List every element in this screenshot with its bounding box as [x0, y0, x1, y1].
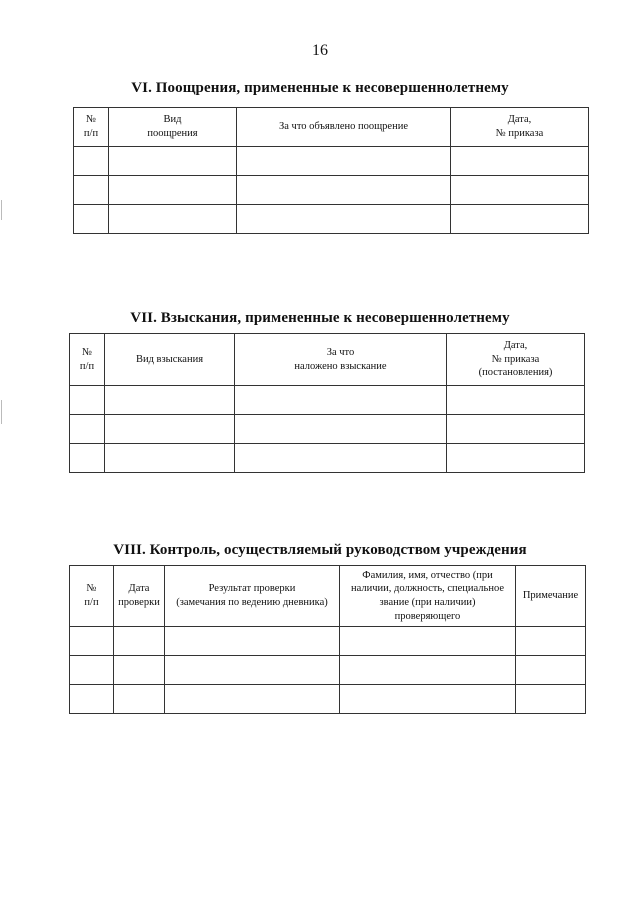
table-cell[interactable]	[165, 627, 340, 656]
scan-margin-mark	[1, 200, 2, 220]
table-cell[interactable]	[451, 147, 589, 176]
table-cell[interactable]	[340, 685, 516, 714]
table-header-row	[70, 334, 585, 386]
header-note: Примечание	[516, 566, 586, 627]
table-cell[interactable]	[237, 205, 451, 234]
table-row	[74, 205, 589, 234]
table-cell[interactable]	[516, 627, 586, 656]
table-cell[interactable]	[447, 415, 585, 444]
table-cell[interactable]	[70, 685, 114, 714]
penalties-table	[69, 333, 585, 473]
control-table	[69, 565, 586, 714]
table-cell[interactable]	[114, 685, 165, 714]
table-row	[74, 176, 589, 205]
table-cell[interactable]	[109, 176, 237, 205]
header-inspector-name: Фамилия, имя, отчество (при наличии, должность, специальное звание (при наличии) проверяющего	[340, 566, 516, 627]
header-date-order: Дата, № приказа	[451, 108, 589, 147]
table-cell[interactable]	[237, 147, 451, 176]
header-check-result: Результат проверки (замечания по ведению дневника)	[165, 566, 340, 627]
table-cell[interactable]	[105, 415, 235, 444]
header-number: № п/п	[70, 566, 114, 627]
header-number: № п/п	[74, 108, 109, 147]
table-row	[70, 415, 585, 444]
table-cell[interactable]	[237, 176, 451, 205]
section-title-rewards: VI. Поощрения, примененные к несовершеннолетнему	[131, 80, 509, 96]
table-cell[interactable]	[451, 176, 589, 205]
rewards-table	[73, 107, 589, 234]
table-header-row	[74, 108, 589, 147]
table-cell[interactable]	[340, 656, 516, 685]
header-penalty-type: Вид взыскания	[105, 334, 235, 386]
table-cell[interactable]	[235, 386, 447, 415]
header-reward-type: Вид поощрения	[109, 108, 237, 147]
table-cell[interactable]	[74, 205, 109, 234]
header-number: № п/п	[70, 334, 105, 386]
section-title-penalties: VII. Взыскания, примененные к несовершеннолетнему	[130, 310, 510, 326]
table-row	[70, 386, 585, 415]
header-reward-reason: За что объявлено поощрение	[237, 108, 451, 147]
table-row	[70, 444, 585, 473]
table-cell[interactable]	[165, 656, 340, 685]
table-cell[interactable]	[235, 415, 447, 444]
page-number: 16	[312, 42, 328, 59]
table-cell[interactable]	[114, 627, 165, 656]
table-cell[interactable]	[340, 627, 516, 656]
table-cell[interactable]	[70, 415, 105, 444]
table-cell[interactable]	[516, 685, 586, 714]
table-cell[interactable]	[114, 656, 165, 685]
table-cell[interactable]	[105, 444, 235, 473]
table-cell[interactable]	[516, 656, 586, 685]
table-cell[interactable]	[105, 386, 235, 415]
table-header-row	[70, 566, 586, 627]
table-cell[interactable]	[74, 176, 109, 205]
scan-margin-mark	[1, 400, 2, 424]
header-date-order: Дата, № приказа (постановления)	[447, 334, 585, 386]
table-cell[interactable]	[165, 685, 340, 714]
table-cell[interactable]	[451, 205, 589, 234]
table-cell[interactable]	[70, 656, 114, 685]
table-cell[interactable]	[447, 386, 585, 415]
table-row	[70, 627, 586, 656]
table-cell[interactable]	[70, 386, 105, 415]
header-penalty-reason: За что наложено взыскание	[235, 334, 447, 386]
table-row	[74, 147, 589, 176]
table-cell[interactable]	[109, 205, 237, 234]
table-row	[70, 656, 586, 685]
table-cell[interactable]	[70, 444, 105, 473]
header-check-date: Дата проверки	[114, 566, 165, 627]
section-title-control: VIII. Контроль, осуществляемый руководством учреждения	[113, 542, 527, 558]
table-cell[interactable]	[447, 444, 585, 473]
table-cell[interactable]	[109, 147, 237, 176]
table-cell[interactable]	[235, 444, 447, 473]
table-cell[interactable]	[74, 147, 109, 176]
table-cell[interactable]	[70, 627, 114, 656]
table-row	[70, 685, 586, 714]
